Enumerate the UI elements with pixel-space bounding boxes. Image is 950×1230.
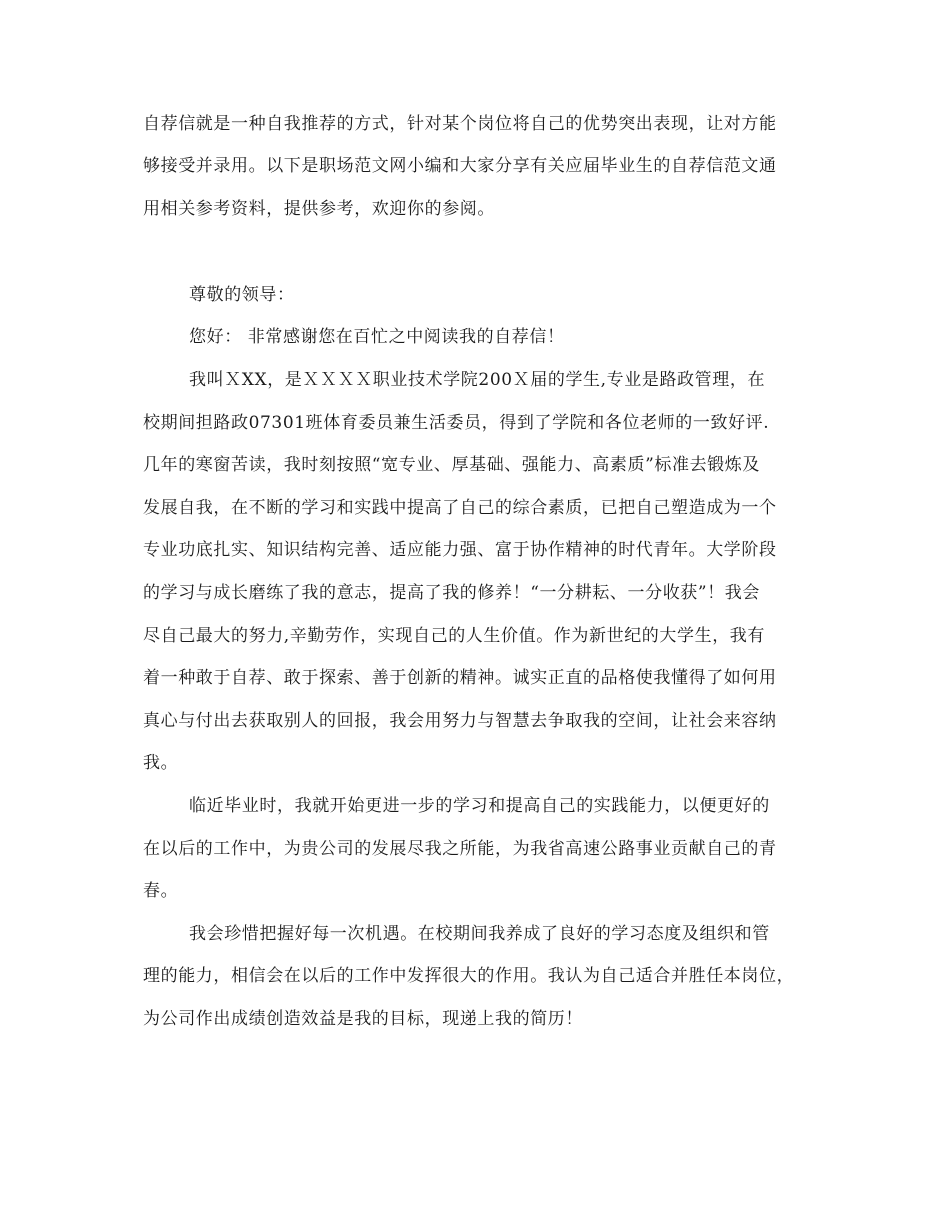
- paragraph2-line-2: 在以后的工作中，为贵公司的发展尽我之所能，为我省高速公路事业贡献自己的青: [143, 839, 777, 859]
- paragraph2-line-1: 临近毕业时，我就开始更进一步的学习和提高自己的实践能力，以便更好的: [189, 796, 770, 816]
- paragraph1-line-6: 的学习与成长磨练了我的意志，提高了我的修养！“一分耕耘、一分收获”！我会: [143, 583, 760, 603]
- paragraph1-line-9: 真心与付出去获取别人的回报，我会用努力与智慧去争取我的空间，让社会来容纳: [143, 711, 777, 731]
- paragraph2-line-3: 春。: [143, 881, 179, 901]
- paragraph1-line-4: 发展自我，在不断的学习和实践中提高了自己的综合素质，已把自己塑造成为一个: [143, 498, 777, 518]
- paragraph1-line-3: 几年的寒窗苦读，我时刻按照“宽专业、厚基础、强能力、高素质”标准去锻炼及: [143, 455, 760, 475]
- greeting: 您好： 非常感谢您在百忙之中阅读我的自荐信！: [189, 327, 565, 347]
- paragraph3-line-1: 我会珍惜把握好每一次机遇。在校期间我养成了良好的学习态度及组织和管: [189, 924, 770, 944]
- paragraph1-line-1: 我叫ＸXX，是ＸＸＸＸ职业技术学院200Ｘ届的学生,专业是路政管理，在: [189, 370, 766, 390]
- salutation: 尊敬的领导：: [189, 285, 295, 305]
- intro-line-3: 用相关参考资料，提供参考，欢迎你的参阅。: [143, 199, 495, 219]
- paragraph1-line-10: 我。: [143, 753, 179, 773]
- paragraph1-line-8: 着一种敢于自荐、敢于探索、善于创新的精神。诚实正直的品格使我懂得了如何用: [143, 668, 777, 688]
- paragraph3-line-2: 理的能力，相信会在以后的工作中发挥很大的作用。我认为自己适合并胜任本岗位，: [143, 966, 795, 986]
- intro-line-1: 自荐信就是一种自我推荐的方式，针对某个岗位将自己的优势突出表现，让对方能: [143, 114, 777, 134]
- paragraph1-line-5: 专业功底扎实、知识结构完善、适应能力强、富于协作精神的时代青年。大学阶段: [143, 540, 777, 560]
- paragraph1-line-2: 校期间担路政07301班体育委员兼生活委员，得到了学院和各位老师的一致好评.: [143, 413, 770, 433]
- intro-line-2: 够接受并录用。以下是职场范文网小编和大家分享有关应届毕业生的自荐信范文通: [143, 156, 777, 176]
- paragraph3-line-3: 为公司作出成绩创造效益是我的目标，现递上我的简历！: [143, 1009, 583, 1029]
- paragraph1-line-7: 尽自己最大的努力,辛勤劳作，实现自己的人生价值。作为新世纪的大学生，我有: [143, 626, 766, 646]
